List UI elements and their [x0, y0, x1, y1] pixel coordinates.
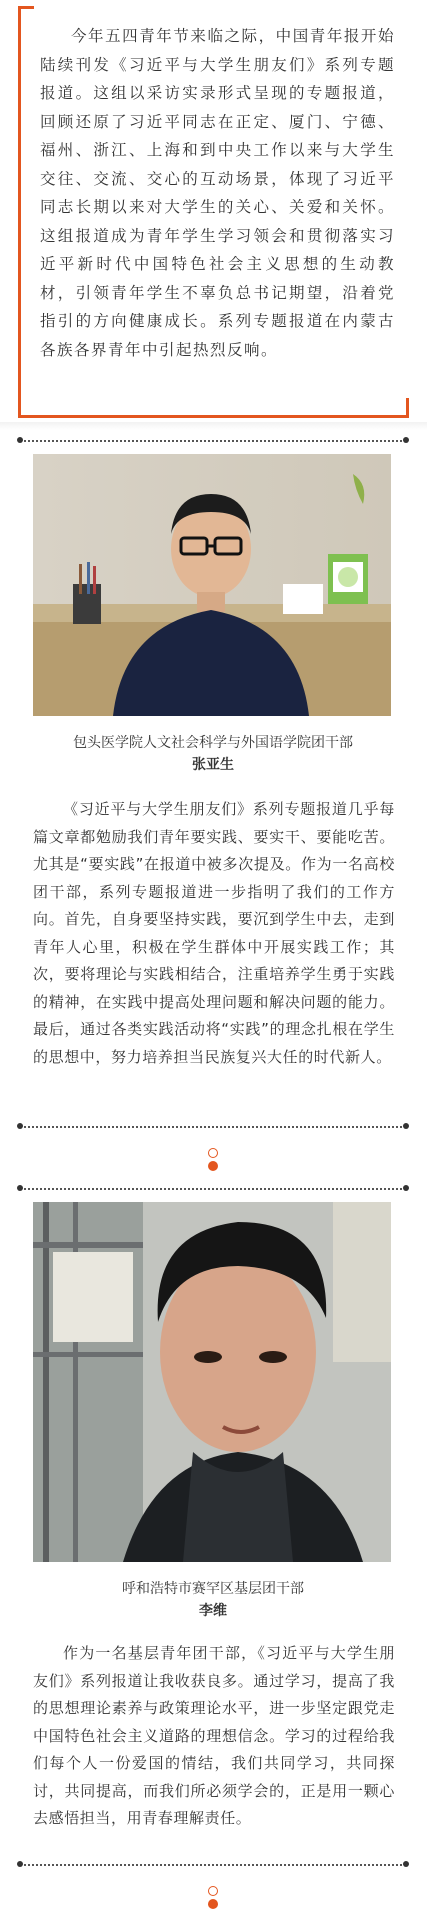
- connector-ring-icon: [208, 1886, 218, 1896]
- portrait-illustration: [33, 1202, 391, 1562]
- card-bottom-border: [20, 1126, 406, 1128]
- intro-frame-accent-top: [18, 6, 34, 9]
- card-body-text: 《习近平与大学生朋友们》系列专题报道几乎每篇文章都勉励我们青年要实践、要实干、要能吃苦。尤其是“要实践”在报道中被多次提及。作为一名高校团干部，系列专题报道进一步指明了我们的工作方向。首先，自身要坚持实践，要沉到学生中去，走到青年人心里，积极在学生群体中开展实践工作；其次，要将理论与实践相结合，注重培养学生勇于实践的精神，在实践中提高处理问题和解决问题的能力。最后，通过各类实践活动将“实践”的理念扎根在学生的思想中，努力培养担当民族复兴大任的时代新人。: [33, 800, 395, 1066]
- section-divider: [0, 422, 427, 430]
- card-top-left-dot: [17, 437, 23, 443]
- intro-box: [18, 6, 409, 418]
- card-top-border: [20, 440, 406, 442]
- caption-org: 呼和浩特市赛罕区基层团干部: [122, 1581, 304, 1597]
- intro-text: 今年五四青年节来临之际，中国青年报开始陆续刊发《习近平与大学生朋友们》系列专题报道。这组以采访实录形式呈现的专题报道，回顾还原了习近平同志在正定、厦门、宁德、福州、浙江、上海和到中央工作以来与大学生交往、交流、交心的互动场景，体现了习近平同志长期以来对大学生的关心、关爱和关怀。这组报道成为青年学生学习领会和贯彻落实习近平新时代中国特色社会主义思想的生动教材，引领青年学生不辜负总书记期望，沿着党指引的方向健康成长。系列专题报道在内蒙古各族各界青年中引起热烈反响。: [40, 27, 395, 359]
- card-bottom-border: [20, 1864, 406, 1866]
- card-top-border: [20, 1188, 406, 1190]
- connector-ornament-2: [207, 1886, 219, 1912]
- caption-name: 李维: [199, 1603, 227, 1619]
- connector-dot-icon: [208, 1899, 218, 1909]
- portrait-photo: [33, 1202, 391, 1562]
- connector-ornament-1: [207, 1148, 219, 1174]
- card-bottom-left-dot: [17, 1123, 23, 1129]
- card-top-left-dot: [17, 1185, 23, 1191]
- card-bottom-right-dot: [403, 1861, 409, 1867]
- connector-dot-icon: [208, 1161, 218, 1171]
- card-bottom-left-dot: [17, 1861, 23, 1867]
- portrait-photo: [33, 454, 391, 716]
- interview-card-1: [20, 440, 406, 1130]
- card-top-right-dot: [403, 1185, 409, 1191]
- card-bottom-right-dot: [403, 1123, 409, 1129]
- interview-card-2: [20, 1188, 406, 1868]
- card-body-text: 作为一名基层青年团干部，《习近平与大学生朋友们》系列报道让我收获良多。通过学习，提高了我的思想理论素养与政策理论水平，进一步坚定跟党走中国特色社会主义道路的理想信念。学习的过程给我们每个人一份爱国的情结，我们共同学习，共同探讨，共同提高，而我们所必须学会的，正是用一颗心去感悟担当，用青春理解责任。: [33, 1644, 395, 1827]
- caption-name: 张亚生: [192, 757, 234, 773]
- connector-ring-icon: [208, 1148, 218, 1158]
- portrait-illustration: [33, 454, 391, 716]
- caption-org: 包头医学院人文社会科学与外国语学院团干部: [73, 735, 353, 751]
- card-top-right-dot: [403, 437, 409, 443]
- intro-frame-accent-right: [406, 398, 409, 418]
